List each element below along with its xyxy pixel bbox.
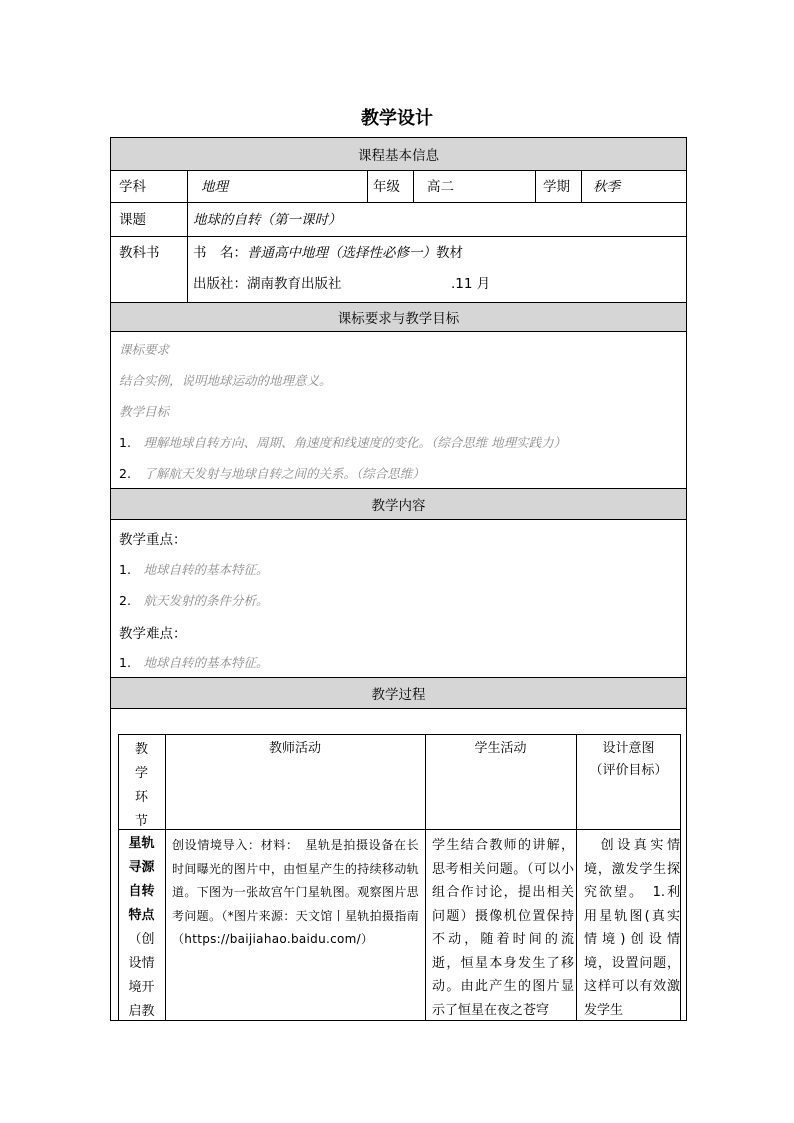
intent-column-header bbox=[576, 738, 681, 782]
publisher-line bbox=[193, 275, 342, 293]
stage-line-3: 自转 bbox=[128, 884, 155, 899]
goal-2-number: 2. bbox=[119, 466, 131, 481]
term-label: 学期 bbox=[543, 179, 570, 195]
intent-header-line-1: 设计意图 bbox=[602, 741, 655, 756]
requirement-text: 结合实例，说明地球运动的地理意义。 bbox=[119, 373, 332, 388]
stage-header-char-1: 教 bbox=[134, 742, 148, 757]
difficult-heading: 教学难点： bbox=[119, 626, 187, 642]
intent-header-line-2: （评价目标） bbox=[589, 763, 668, 778]
subject-label: 学科 bbox=[119, 179, 146, 195]
textbook-label: 教科书 bbox=[119, 245, 160, 261]
stage-column-header bbox=[118, 734, 165, 831]
document-title: 教学设计 bbox=[361, 108, 433, 129]
student-column-header: 学生活动 bbox=[474, 741, 527, 756]
key-1-number: 1. bbox=[119, 562, 131, 577]
teacher-column-header: 教师活动 bbox=[268, 741, 321, 756]
stage-header-char-2: 学 bbox=[134, 766, 148, 781]
book-name-line bbox=[193, 244, 463, 262]
grade-label: 年级 bbox=[373, 179, 400, 195]
key-2-text: 航天发射的条件分析。 bbox=[143, 593, 269, 608]
book-name-value: 普通高中地理（选择性必修一） bbox=[247, 245, 436, 261]
key-2-number: 2. bbox=[119, 593, 131, 608]
section-process: 教学过程 bbox=[111, 678, 686, 708]
key-1 bbox=[119, 560, 268, 578]
goal-1-text: 理解地球自转方向、周期、角速度和线速度的变化。（综合思维 地理实践力） bbox=[143, 435, 567, 450]
goal-1 bbox=[119, 433, 566, 451]
requirement-heading: 课标要求 bbox=[119, 342, 170, 357]
book-name-suffix: 教材 bbox=[436, 245, 463, 261]
key-2 bbox=[119, 591, 268, 609]
stage-line-8: 启教 bbox=[128, 1004, 155, 1019]
stage-header-char-4: 节 bbox=[134, 814, 148, 829]
difficult-1 bbox=[119, 653, 268, 671]
publisher-value: 湖南教育出版社 bbox=[247, 276, 342, 292]
stage-line-6: 设情 bbox=[128, 956, 155, 971]
goal-2-text: 了解航天发射与地球自转之间的关系。（综合思维） bbox=[143, 466, 425, 481]
stage-line-2: 寻源 bbox=[128, 860, 155, 875]
topic-label: 课题 bbox=[119, 212, 146, 228]
stage-header-char-3: 环 bbox=[134, 790, 148, 805]
difficult-1-number: 1. bbox=[119, 655, 131, 670]
book-name-label: 书 名： bbox=[193, 245, 247, 261]
difficult-1-text: 地球自转的基本特征。 bbox=[143, 655, 269, 670]
publish-month: .11 月 bbox=[451, 276, 491, 292]
design-intent: 创设真实情境，激发学生探究欲望。 1.利用星轨图(真实情境)创设情境，设置问题，这样可以有效激发学生 bbox=[584, 838, 680, 1018]
section-standards: 课标要求与教学目标 bbox=[111, 303, 686, 331]
student-activity: 学生结合教师的讲解，思考相关问题。（可以小组合作讨论，提出相关问题）摄像机位置保持不动，随着时间的流逝，恒星本身发生了移动。由此产生的图片显示了恒星在夜之苍穹 bbox=[432, 838, 574, 1018]
stage-line-1: 星轨 bbox=[128, 836, 155, 851]
process-table bbox=[118, 734, 681, 1021]
publisher-label: 出版社： bbox=[193, 276, 247, 292]
goals-heading: 教学目标 bbox=[119, 404, 170, 419]
stage-line-7: 境开 bbox=[128, 980, 155, 995]
teacher-activity: 创设情境导入：材料： 星轨是拍摄设备在长时间曝光的图片中，由恒星产生的持续移动轨道。下图为一张故宫午门星轨图。观察图片思考问题。（*图片来源：天文馆丨星轨拍摄指南（https://baijiahao.baidu.com/） bbox=[172, 838, 419, 946]
subject-value: 地理 bbox=[201, 179, 228, 195]
grade-value: 高二 bbox=[427, 179, 454, 195]
section-content: 教学内容 bbox=[111, 489, 686, 519]
section-basic-info: 课程基本信息 bbox=[111, 138, 686, 170]
stage-line-5: （创 bbox=[128, 932, 155, 947]
topic-value: 地球的自转（第一课时） bbox=[193, 212, 342, 228]
key-1-text: 地球自转的基本特征。 bbox=[143, 562, 269, 577]
goal-1-number: 1. bbox=[119, 435, 131, 450]
key-heading: 教学重点： bbox=[119, 532, 187, 548]
stage-line-4: 特点 bbox=[128, 908, 155, 923]
term-value: 秋季 bbox=[593, 179, 620, 195]
stage-name bbox=[118, 832, 165, 1021]
goal-2 bbox=[119, 464, 425, 482]
lesson-plan-table bbox=[110, 137, 687, 1021]
